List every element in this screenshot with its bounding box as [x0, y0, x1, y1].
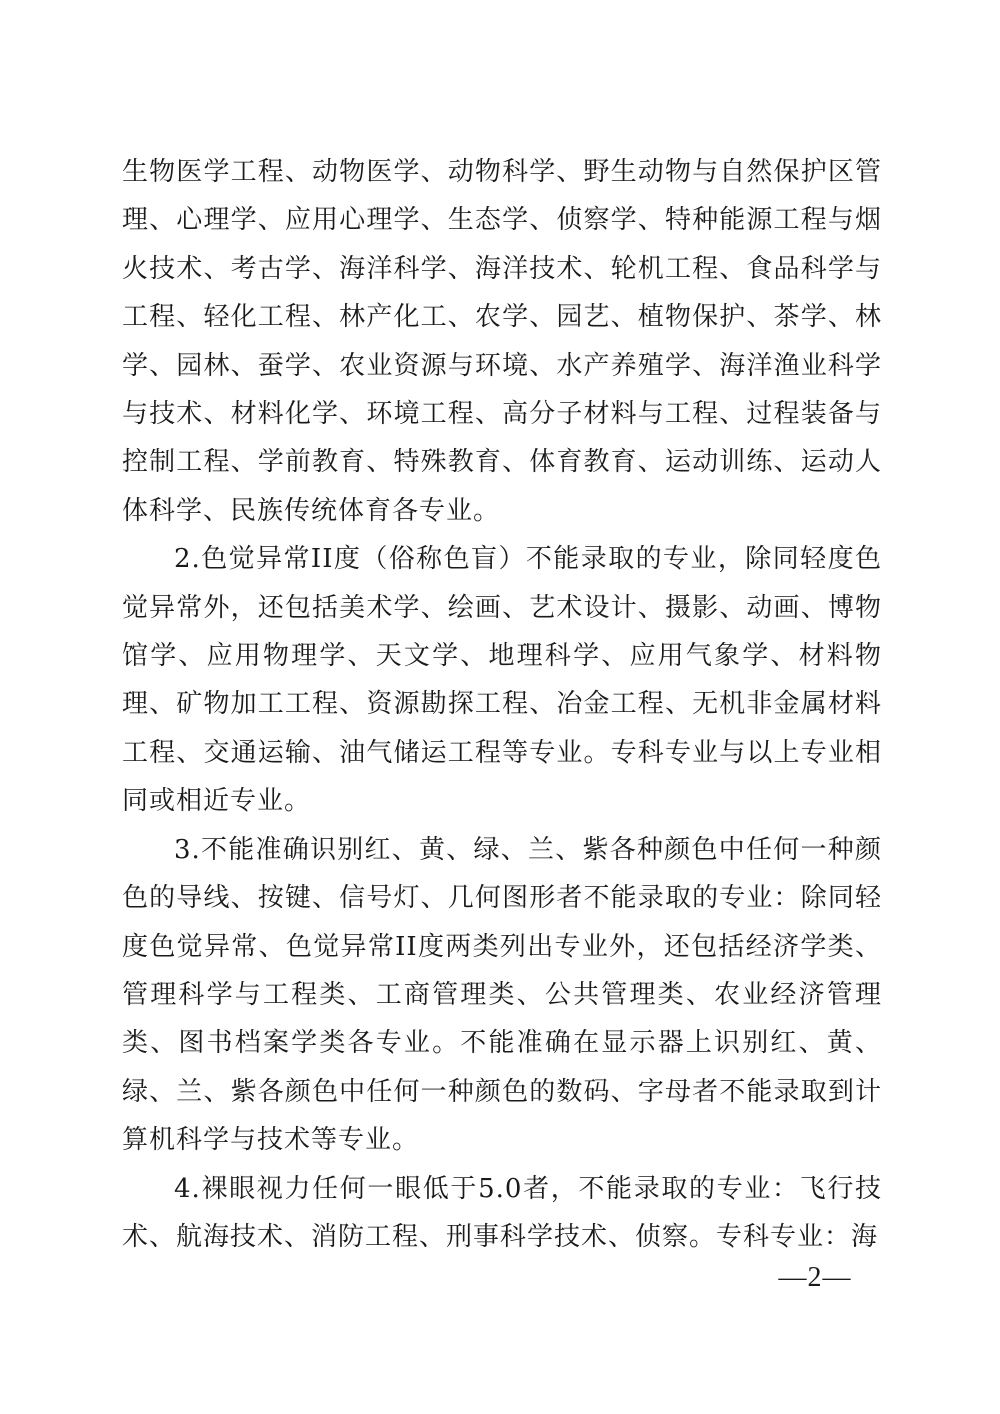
body-text [122, 148, 882, 1261]
paragraph-item-2: 2.色觉异常II度（俗称色盲）不能录取的专业，除同轻度色觉异常外，还包括美术学、绘画、艺术设计、摄影、动画、博物馆学、应用物理学、天文学、地理科学、应用气象学、材料物理、矿物加工工程、资源勘探工程、冶金工程、无机非金属材料工程、交通运输、油气储运工程等专业。专科专业与以上专业相同或相近专业。 [122, 544, 882, 817]
page-number: —2— [778, 1262, 852, 1293]
paragraph-continued: 生物医学工程、动物医学、动物科学、野生动物与自然保护区管理、心理学、应用心理学、生态学、侦察学、特种能源工程与烟火技术、考古学、海洋科学、海洋技术、轮机工程、食品科学与工程、轻化工程、林产化工、农学、园艺、植物保护、茶学、林学、园林、蚕学、农业资源与环境、水产养殖学、海洋渔业科学与技术、材料化学、环境工程、高分子材料与工程、过程装备与控制工程、学前教育、特殊教育、体育教育、运动训练、运动人体科学、民族传统体育各专业。 [122, 157, 882, 526]
paragraph-item-4: 4.裸眼视力任何一眼低于5.0者，不能录取的专业：飞行技术、航海技术、消防工程、刑事科学技术、侦察。专科专业：海 [122, 1173, 882, 1252]
paragraph-item-3: 3.不能准确识别红、黄、绿、兰、紫各种颜色中任何一种颜色的导线、按键、信号灯、几何图形者不能录取的专业：除同轻度色觉异常、色觉异常II度两类列出专业外，还包括经济学类、管理科学与工程类、工商管理类、公共管理类、农业经济管理类、图书档案学类各专业。不能准确在显示器上识别红、黄、绿、兰、紫各颜色中任何一种颜色的数码、字母者不能录取到计算机科学与技术等专业。 [122, 834, 882, 1156]
